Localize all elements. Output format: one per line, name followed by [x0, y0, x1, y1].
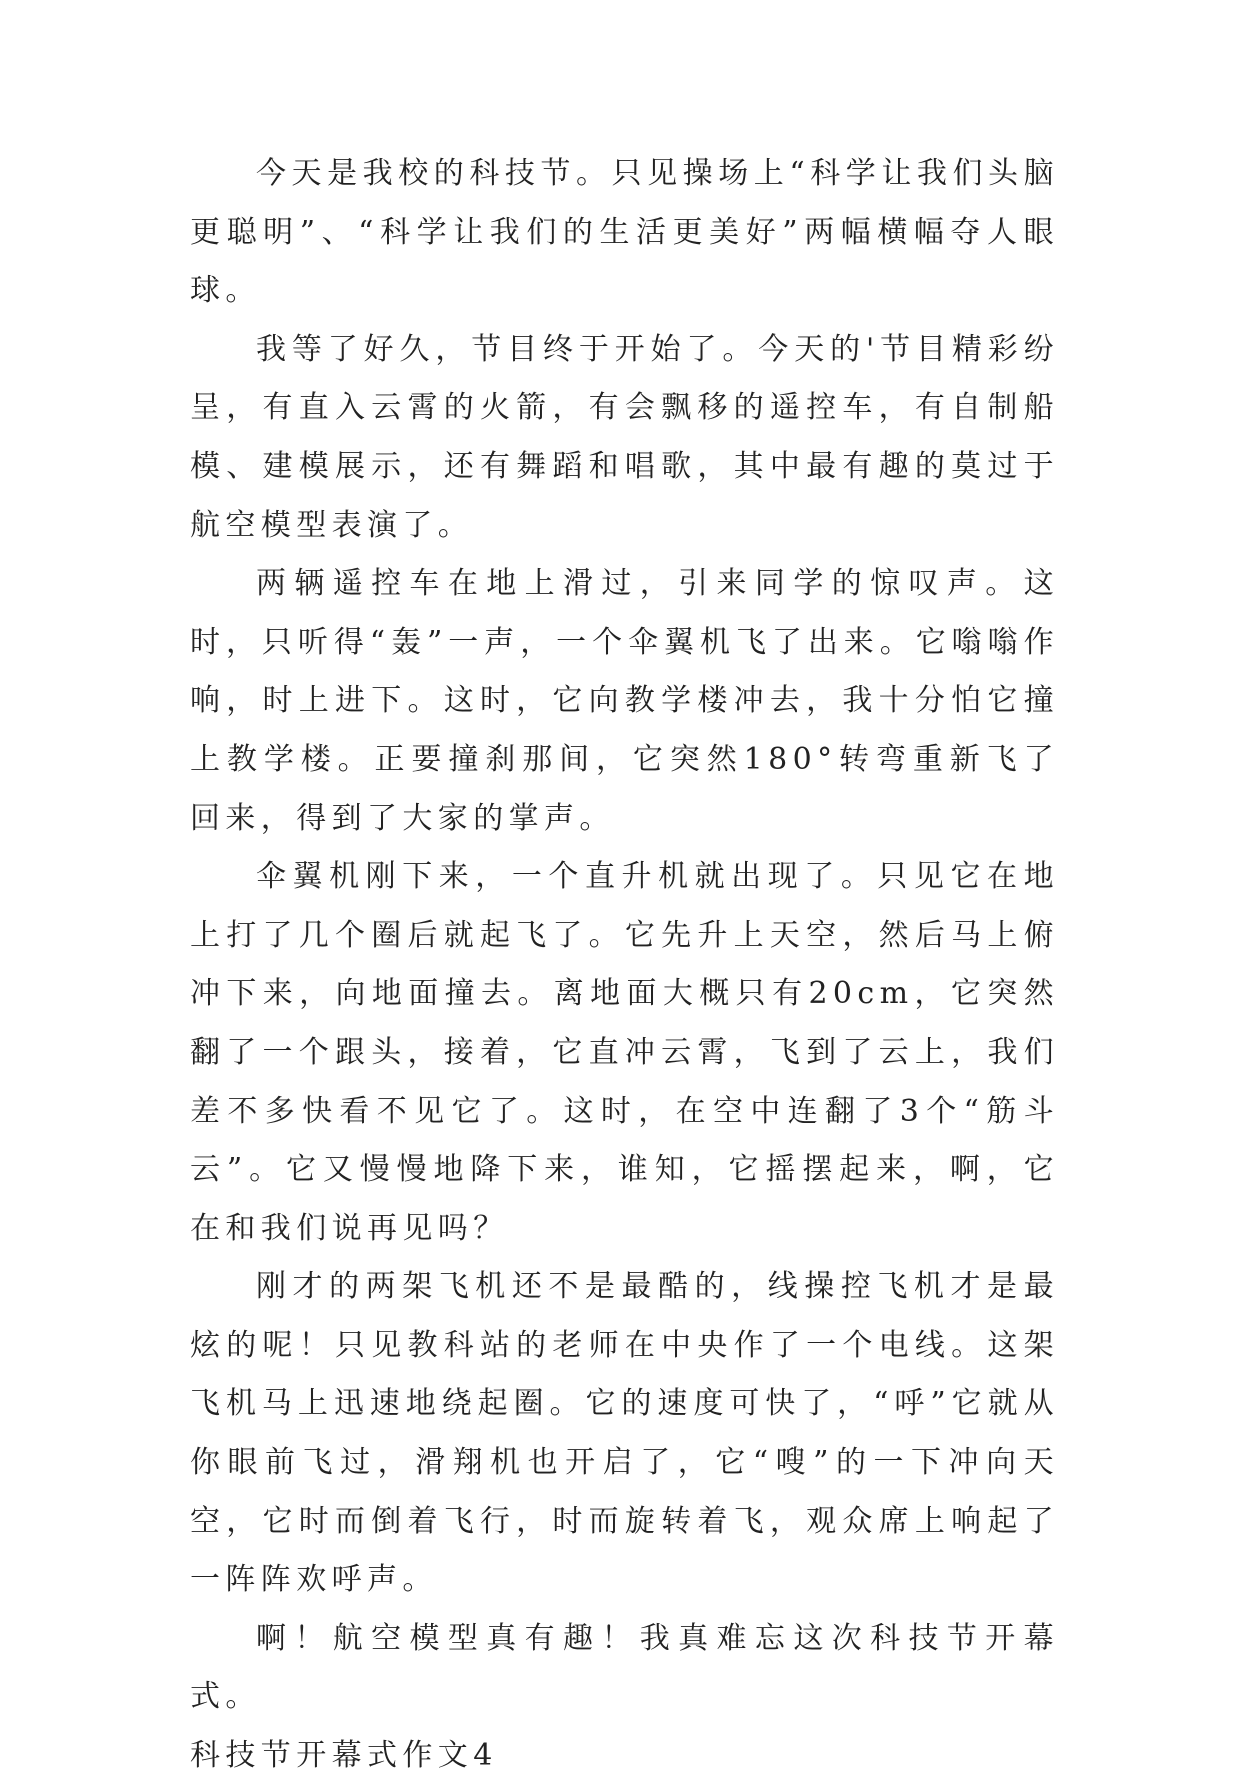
paragraph-4: 伞翼机刚下来，一个直升机就出现了。只见它在地上打了几个圈后就起飞了。它先升上天空，然后马上俯冲下来，向地面撞去。离地面大概只有20cm，它突然翻了一个跟头，接着，它直冲云霄，飞到了云上，我们差不多快看不见它了。这时，在空中连翻了3个“筋斗云”。它又慢慢地降下来，谁知，它摇摆起来，啊，它在和我们说再见吗？ — [190, 859, 1059, 1246]
paragraph-2: 我等了好久，节目终于开始了。今天的'节目精彩纷呈，有直入云霄的火箭，有会飘移的遥控车，有自制船模、建模展示，还有舞蹈和唱歌，其中最有趣的莫过于航空模型表演了。 — [190, 331, 1059, 543]
paragraph-1: 今天是我校的科技节。只见操场上“科学让我们头脑更聪明”、“科学让我们的生活更美好”两幅横幅夺人眼球。 — [190, 156, 1059, 309]
paragraph-6: 啊！航空模型真有趣！我真难忘这次科技节开幕式。 — [190, 1620, 1059, 1715]
paragraph-5: 刚才的两架飞机还不是最酷的，线操控飞机才是最炫的呢！只见教科站的老师在中央作了一个电线。这架飞机马上迅速地绕起圈。它的速度可快了，“呼”它就从你眼前飞过，滑翔机也开启了，它“嗖”的一下冲向天空，它时而倒着飞行，时而旋转着飞，观众席上响起了一阵阵欢呼声。 — [190, 1269, 1059, 1598]
section-heading: 科技节开幕式作文4 — [190, 1738, 498, 1774]
paragraph-3: 两辆遥控车在地上滑过，引来同学的惊叹声。这时，只听得“轰”一声，一个伞翼机飞了出来。它嗡嗡作响，时上进下。这时，它向教学楼冲去，我十分怕它撞上教学楼。正要撞刹那间，它突然180°转弯重新飞了回来，得到了大家的掌声。 — [190, 566, 1059, 836]
